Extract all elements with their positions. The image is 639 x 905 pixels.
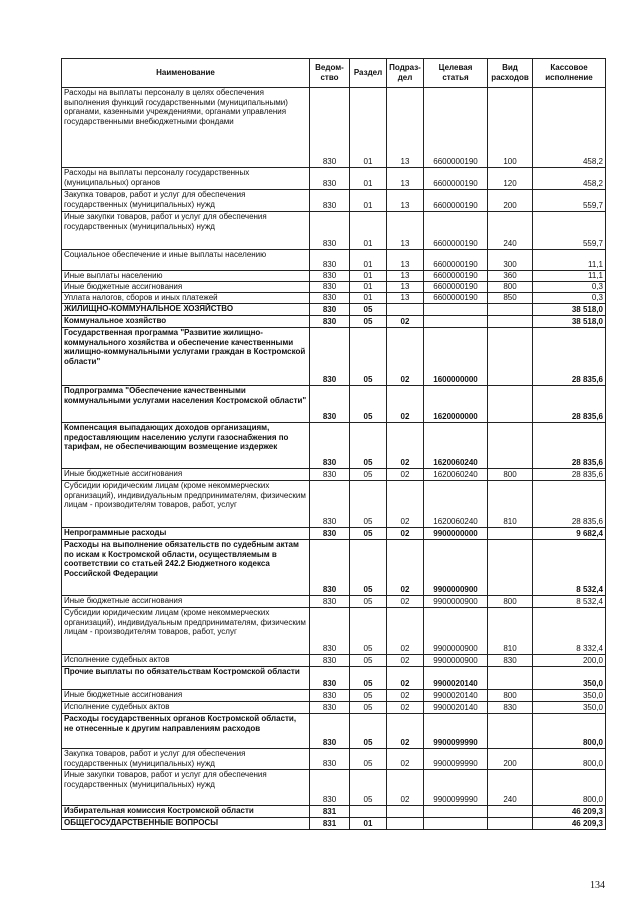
row-kind-cell: 800	[488, 690, 533, 702]
header-row	[62, 59, 606, 88]
row-target-cell: 9900099990	[424, 770, 488, 806]
row-dept-cell: 830	[310, 386, 350, 423]
row-section-cell: 01	[350, 293, 387, 304]
row-target-cell: 9900000900	[424, 540, 488, 596]
row-amount-cell: 8 332,4	[533, 608, 606, 655]
row-dept-cell: 830	[310, 168, 350, 190]
row-dept-cell: 830	[310, 702, 350, 714]
row-amount-cell: 559,7	[533, 190, 606, 212]
row-amount-cell: 8 532,4	[533, 540, 606, 596]
row-section-cell: 01	[350, 212, 387, 250]
row-section-cell: 01	[350, 168, 387, 190]
row-target-cell: 9900000900	[424, 608, 488, 655]
row-amount-cell: 46 209,3	[533, 818, 606, 830]
row-subsection-cell: 13	[387, 250, 424, 271]
table-row	[62, 818, 606, 830]
table-row	[62, 540, 606, 596]
table-row	[62, 596, 606, 608]
row-subsection-cell: 02	[387, 770, 424, 806]
row-name-cell: Уплата налогов, сборов и иных платежей	[62, 293, 310, 304]
row-subsection-cell: 13	[387, 293, 424, 304]
row-section-cell: 01	[350, 818, 387, 830]
table-row	[62, 282, 606, 293]
row-section-cell: 01	[350, 282, 387, 293]
row-name-cell: Иные бюджетные ассигнования	[62, 469, 310, 481]
row-dept-cell: 830	[310, 540, 350, 596]
row-section-cell: 01	[350, 271, 387, 282]
row-amount-cell: 200,0	[533, 655, 606, 667]
row-name-cell: Исполнение судебных актов	[62, 655, 310, 667]
table-row	[62, 328, 606, 386]
row-dept-cell: 830	[310, 316, 350, 328]
row-name-cell: Избирательная комиссия Костромской области	[62, 806, 310, 818]
table-body	[62, 88, 606, 830]
table-row	[62, 806, 606, 818]
table-row	[62, 212, 606, 250]
row-dept-cell: 831	[310, 818, 350, 830]
row-section-cell: 05	[350, 770, 387, 806]
row-dept-cell: 830	[310, 690, 350, 702]
row-amount-cell: 28 835,6	[533, 423, 606, 469]
row-kind-cell	[488, 714, 533, 749]
row-target-cell: 1620060240	[424, 423, 488, 469]
row-kind-cell: 810	[488, 481, 533, 528]
row-subsection-cell: 13	[387, 88, 424, 168]
row-name-cell: Иные закупки товаров, работ и услуг для обеспечения государственных (муниципальных) нужд	[62, 770, 310, 806]
table-row	[62, 655, 606, 667]
table-row	[62, 423, 606, 469]
row-kind-cell: 240	[488, 770, 533, 806]
col-header-section: Раздел	[350, 59, 387, 88]
row-kind-cell	[488, 316, 533, 328]
row-name-cell: Компенсация выпадающих доходов организациям, предоставляющим населению услуги газоснабжения по тарифам, не обеспечивающим возмещение издержек	[62, 423, 310, 469]
row-name-cell: Расходы на выполнение обязательств по судебным актам по искам к Костромской области, осуществляемым в соответствии со статьей 242.2 Бюджетного кодекса Российской Федерации	[62, 540, 310, 596]
col-header-dept: Ведом-ство	[310, 59, 350, 88]
row-subsection-cell: 02	[387, 423, 424, 469]
row-dept-cell: 830	[310, 714, 350, 749]
row-target-cell: 6600000190	[424, 271, 488, 282]
row-subsection-cell: 13	[387, 271, 424, 282]
row-section-cell: 05	[350, 749, 387, 770]
row-amount-cell: 11,1	[533, 271, 606, 282]
row-kind-cell: 850	[488, 293, 533, 304]
row-dept-cell: 830	[310, 271, 350, 282]
row-target-cell: 6600000190	[424, 212, 488, 250]
row-kind-cell	[488, 818, 533, 830]
table-row	[62, 304, 606, 316]
row-dept-cell: 830	[310, 88, 350, 168]
row-subsection-cell: 02	[387, 655, 424, 667]
row-kind-cell: 800	[488, 282, 533, 293]
row-target-cell	[424, 806, 488, 818]
row-amount-cell: 350,0	[533, 667, 606, 690]
table-row	[62, 481, 606, 528]
row-amount-cell: 46 209,3	[533, 806, 606, 818]
col-header-target: Целевая статья	[424, 59, 488, 88]
row-dept-cell: 830	[310, 667, 350, 690]
row-target-cell: 9900099990	[424, 714, 488, 749]
row-target-cell: 9900000900	[424, 596, 488, 608]
row-name-cell: Расходы на выплаты персоналу государственных (муниципальных) органов	[62, 168, 310, 190]
row-dept-cell: 830	[310, 190, 350, 212]
row-kind-cell: 100	[488, 88, 533, 168]
table-row	[62, 271, 606, 282]
row-target-cell	[424, 818, 488, 830]
row-name-cell: Субсидии юридическим лицам (кроме некоммерческих организаций), индивидуальным предпринимателям, физическим лицам - производителям товаров, работ, услуг	[62, 481, 310, 528]
row-kind-cell	[488, 540, 533, 596]
row-subsection-cell: 02	[387, 540, 424, 596]
row-kind-cell: 830	[488, 655, 533, 667]
row-section-cell: 05	[350, 540, 387, 596]
row-target-cell: 9900020140	[424, 690, 488, 702]
table-row	[62, 702, 606, 714]
row-subsection-cell: 02	[387, 608, 424, 655]
table-row	[62, 316, 606, 328]
row-section-cell: 05	[350, 481, 387, 528]
table-row	[62, 386, 606, 423]
row-subsection-cell: 02	[387, 749, 424, 770]
row-section-cell: 05	[350, 423, 387, 469]
col-header-amount: Кассовое исполнение	[533, 59, 606, 88]
row-name-cell: Исполнение судебных актов	[62, 702, 310, 714]
row-subsection-cell: 02	[387, 328, 424, 386]
row-subsection-cell: 02	[387, 481, 424, 528]
row-amount-cell: 28 835,6	[533, 481, 606, 528]
row-amount-cell: 350,0	[533, 690, 606, 702]
row-amount-cell: 9 682,4	[533, 528, 606, 540]
row-name-cell: Государственная программа "Развитие жилищно-коммунального хозяйства и обеспечение качественными жилищно-коммунальными услугами граждан в Костромской области"	[62, 328, 310, 386]
row-kind-cell: 200	[488, 190, 533, 212]
table-row	[62, 293, 606, 304]
row-subsection-cell: 02	[387, 469, 424, 481]
row-amount-cell: 0,3	[533, 293, 606, 304]
row-amount-cell: 8 532,4	[533, 596, 606, 608]
row-kind-cell: 800	[488, 469, 533, 481]
row-section-cell: 05	[350, 304, 387, 316]
row-section-cell: 05	[350, 596, 387, 608]
row-target-cell: 9900099990	[424, 749, 488, 770]
row-name-cell: ОБЩЕГОСУДАРСТВЕННЫЕ ВОПРОСЫ	[62, 818, 310, 830]
row-amount-cell: 458,2	[533, 168, 606, 190]
row-section-cell: 05	[350, 655, 387, 667]
row-amount-cell: 350,0	[533, 702, 606, 714]
row-target-cell: 9900000000	[424, 528, 488, 540]
row-subsection-cell: 02	[387, 667, 424, 690]
row-kind-cell: 240	[488, 212, 533, 250]
row-name-cell: Подпрограмма "Обеспечение качественными коммунальными услугами населения Костромской области"	[62, 386, 310, 423]
budget-table-sheet	[61, 58, 605, 830]
row-amount-cell: 28 835,6	[533, 469, 606, 481]
page-number: 134	[590, 880, 605, 891]
table-row	[62, 190, 606, 212]
row-dept-cell: 830	[310, 596, 350, 608]
col-header-kind: Вид расходов	[488, 59, 533, 88]
row-dept-cell: 831	[310, 806, 350, 818]
row-target-cell	[424, 316, 488, 328]
row-subsection-cell	[387, 818, 424, 830]
row-target-cell: 6600000190	[424, 282, 488, 293]
row-dept-cell: 830	[310, 528, 350, 540]
row-name-cell: Социальное обеспечение и иные выплаты населению	[62, 250, 310, 271]
row-kind-cell: 200	[488, 749, 533, 770]
row-subsection-cell: 02	[387, 386, 424, 423]
table-row	[62, 749, 606, 770]
row-name-cell: Расходы на выплаты персоналу в целях обеспечения выполнения функций государственными (муниципальными) органами, казенными учреждениями, органами управления государственными внебюджетными фондами	[62, 88, 310, 168]
row-dept-cell: 830	[310, 655, 350, 667]
row-dept-cell: 830	[310, 749, 350, 770]
row-section-cell	[350, 806, 387, 818]
row-section-cell: 01	[350, 250, 387, 271]
table-row	[62, 714, 606, 749]
table-row	[62, 667, 606, 690]
row-section-cell: 05	[350, 316, 387, 328]
row-section-cell: 05	[350, 702, 387, 714]
row-kind-cell: 120	[488, 168, 533, 190]
row-dept-cell: 830	[310, 304, 350, 316]
table-row	[62, 168, 606, 190]
row-subsection-cell: 02	[387, 714, 424, 749]
table-row	[62, 250, 606, 271]
row-dept-cell: 830	[310, 608, 350, 655]
row-target-cell: 6600000190	[424, 168, 488, 190]
row-name-cell: Прочие выплаты по обязательствам Костромской области	[62, 667, 310, 690]
row-target-cell: 1600000000	[424, 328, 488, 386]
row-target-cell: 9900000900	[424, 655, 488, 667]
row-dept-cell: 830	[310, 481, 350, 528]
table-row	[62, 690, 606, 702]
row-kind-cell	[488, 528, 533, 540]
row-subsection-cell: 13	[387, 282, 424, 293]
row-name-cell: Иные закупки товаров, работ и услуг для обеспечения государственных (муниципальных) нужд	[62, 212, 310, 250]
row-section-cell: 05	[350, 469, 387, 481]
table-row	[62, 608, 606, 655]
row-amount-cell: 28 835,6	[533, 328, 606, 386]
row-subsection-cell: 02	[387, 596, 424, 608]
table-row	[62, 88, 606, 168]
row-section-cell: 05	[350, 528, 387, 540]
row-kind-cell	[488, 386, 533, 423]
row-dept-cell: 830	[310, 469, 350, 481]
row-subsection-cell: 02	[387, 702, 424, 714]
row-target-cell: 1620060240	[424, 481, 488, 528]
row-name-cell: Субсидии юридическим лицам (кроме некоммерческих организаций), индивидуальным предпринимателям, физическим лицам - производителям товаров, работ, услуг	[62, 608, 310, 655]
row-name-cell: Закупка товаров, работ и услуг для обеспечения государственных (муниципальных) нужд	[62, 749, 310, 770]
row-kind-cell: 830	[488, 702, 533, 714]
row-kind-cell	[488, 328, 533, 386]
row-subsection-cell: 13	[387, 190, 424, 212]
row-kind-cell: 800	[488, 596, 533, 608]
row-amount-cell: 800,0	[533, 770, 606, 806]
row-section-cell: 01	[350, 88, 387, 168]
row-target-cell	[424, 304, 488, 316]
row-kind-cell	[488, 304, 533, 316]
row-amount-cell: 38 518,0	[533, 316, 606, 328]
row-section-cell: 05	[350, 714, 387, 749]
row-target-cell: 1620000000	[424, 386, 488, 423]
row-amount-cell: 458,2	[533, 88, 606, 168]
row-target-cell: 1620060240	[424, 469, 488, 481]
row-name-cell: Закупка товаров, работ и услуг для обеспечения государственных (муниципальных) нужд	[62, 190, 310, 212]
row-amount-cell: 28 835,6	[533, 386, 606, 423]
row-subsection-cell: 13	[387, 168, 424, 190]
row-kind-cell: 360	[488, 271, 533, 282]
row-section-cell: 05	[350, 328, 387, 386]
row-name-cell: Иные бюджетные ассигнования	[62, 690, 310, 702]
table-row	[62, 528, 606, 540]
row-kind-cell: 810	[488, 608, 533, 655]
row-kind-cell	[488, 423, 533, 469]
col-header-name: Наименование	[62, 59, 310, 88]
row-target-cell: 6600000190	[424, 88, 488, 168]
row-target-cell: 9900020140	[424, 702, 488, 714]
row-section-cell: 01	[350, 190, 387, 212]
row-subsection-cell: 02	[387, 690, 424, 702]
row-kind-cell: 300	[488, 250, 533, 271]
row-amount-cell: 38 518,0	[533, 304, 606, 316]
row-subsection-cell: 02	[387, 316, 424, 328]
row-section-cell: 05	[350, 386, 387, 423]
row-dept-cell: 830	[310, 282, 350, 293]
budget-table	[61, 58, 606, 830]
row-name-cell: Расходы государственных органов Костромской области, не отнесенные к другим направлениям расходов	[62, 714, 310, 749]
row-name-cell: Иные бюджетные ассигнования	[62, 596, 310, 608]
row-dept-cell: 830	[310, 770, 350, 806]
row-section-cell: 05	[350, 667, 387, 690]
row-dept-cell: 830	[310, 328, 350, 386]
row-amount-cell: 0,3	[533, 282, 606, 293]
row-kind-cell	[488, 806, 533, 818]
row-subsection-cell	[387, 806, 424, 818]
table-row	[62, 469, 606, 481]
row-name-cell: Коммунальное хозяйство	[62, 316, 310, 328]
row-name-cell: ЖИЛИЩНО-КОММУНАЛЬНОЕ ХОЗЯЙСТВО	[62, 304, 310, 316]
row-name-cell: Иные бюджетные ассигнования	[62, 282, 310, 293]
row-subsection-cell: 13	[387, 212, 424, 250]
row-target-cell: 6600000190	[424, 293, 488, 304]
col-header-subsection: Подраз-дел	[387, 59, 424, 88]
row-dept-cell: 830	[310, 293, 350, 304]
table-row	[62, 770, 606, 806]
row-dept-cell: 830	[310, 423, 350, 469]
row-amount-cell: 800,0	[533, 714, 606, 749]
row-target-cell: 6600000190	[424, 190, 488, 212]
row-amount-cell: 559,7	[533, 212, 606, 250]
row-amount-cell: 800,0	[533, 749, 606, 770]
row-name-cell: Иные выплаты населению	[62, 271, 310, 282]
row-name-cell: Непрограммные расходы	[62, 528, 310, 540]
row-kind-cell	[488, 667, 533, 690]
row-target-cell: 6600000190	[424, 250, 488, 271]
row-section-cell: 05	[350, 608, 387, 655]
row-section-cell: 05	[350, 690, 387, 702]
row-subsection-cell	[387, 304, 424, 316]
row-dept-cell: 830	[310, 212, 350, 250]
row-dept-cell: 830	[310, 250, 350, 271]
row-subsection-cell: 02	[387, 528, 424, 540]
row-amount-cell: 11,1	[533, 250, 606, 271]
row-target-cell: 9900020140	[424, 667, 488, 690]
